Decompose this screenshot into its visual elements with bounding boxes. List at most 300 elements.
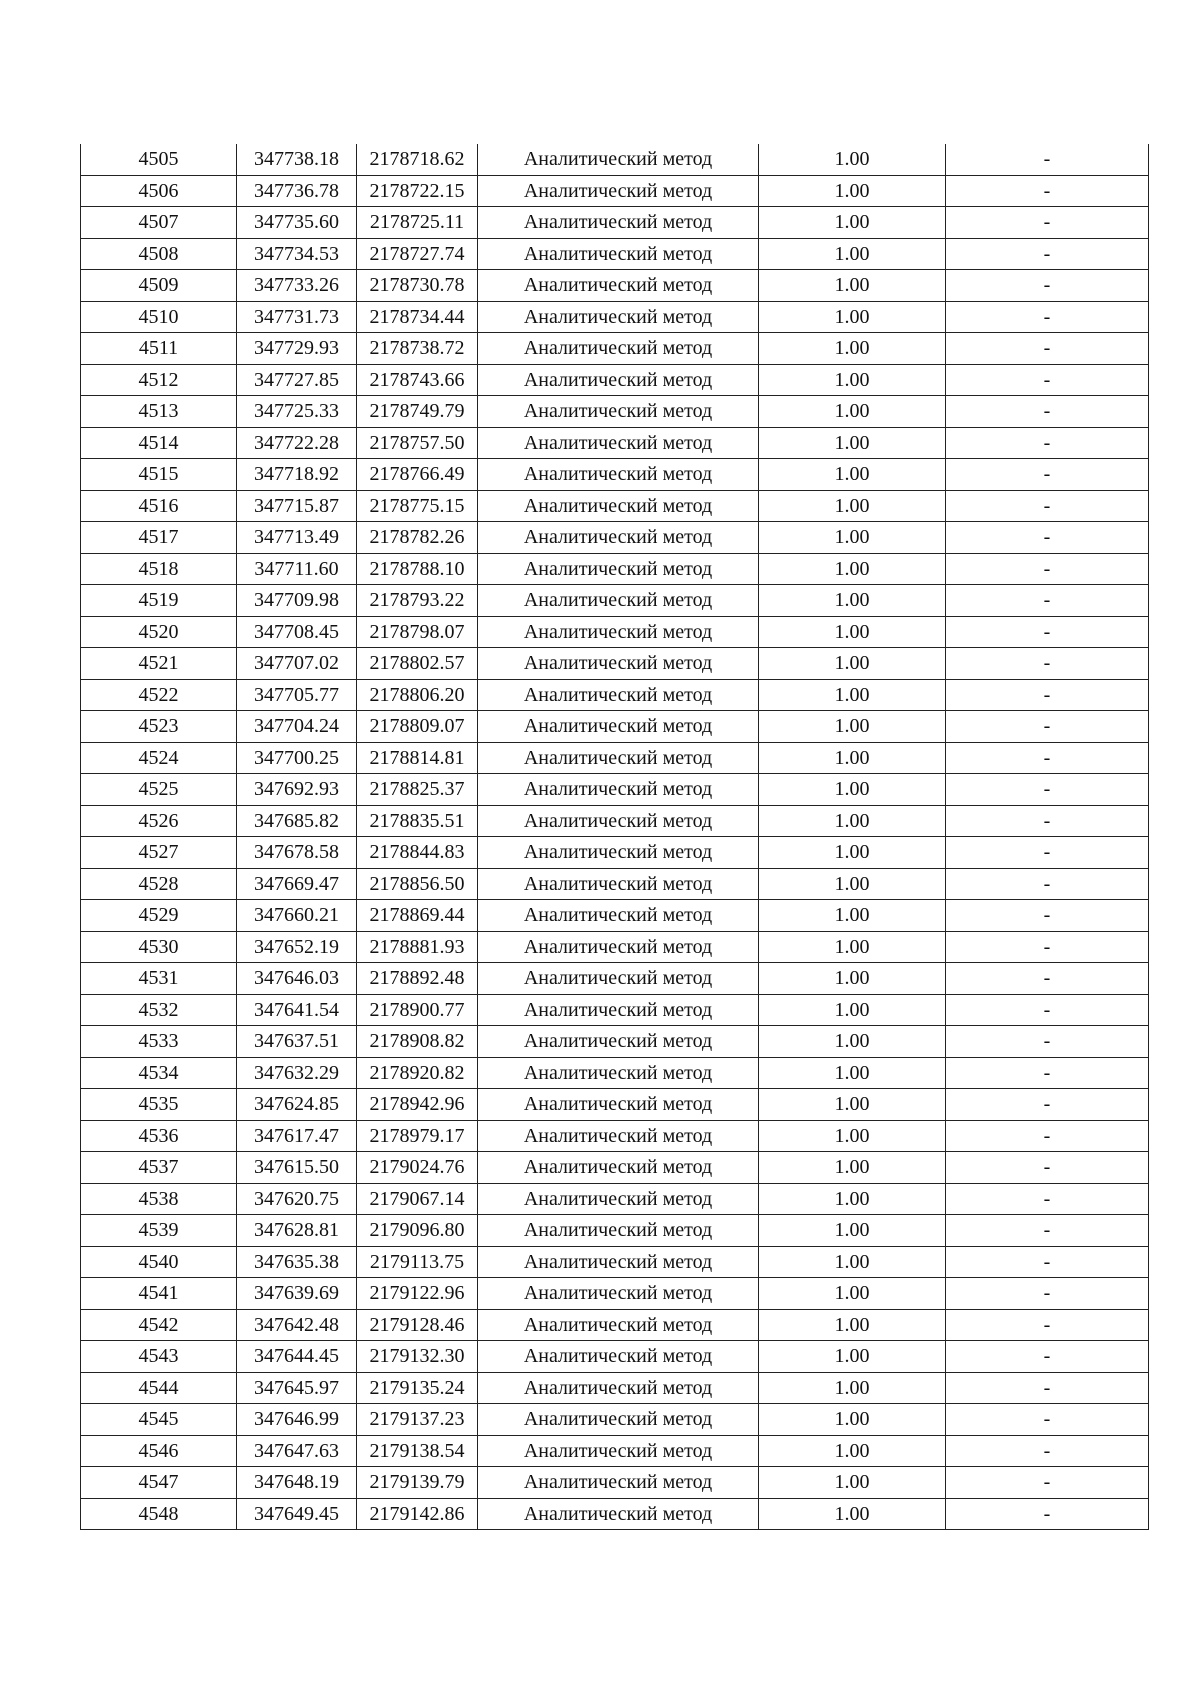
note-cell: - <box>946 1057 1149 1089</box>
note-cell: - <box>946 1309 1149 1341</box>
point-number-cell: 4536 <box>81 1120 237 1152</box>
point-number-cell: 4516 <box>81 490 237 522</box>
accuracy-cell: 1.00 <box>759 648 946 680</box>
point-number-cell: 4505 <box>81 144 237 175</box>
point-number-cell: 4543 <box>81 1341 237 1373</box>
point-number-cell: 4534 <box>81 1057 237 1089</box>
note-cell: - <box>946 868 1149 900</box>
y-coordinate-cell: 2178782.26 <box>357 522 478 554</box>
x-coordinate-cell: 347713.49 <box>237 522 357 554</box>
point-number-cell: 4548 <box>81 1498 237 1530</box>
x-coordinate-cell: 347700.25 <box>237 742 357 774</box>
point-number-cell: 4531 <box>81 963 237 995</box>
coordinates-table <box>80 144 1149 1530</box>
accuracy-cell: 1.00 <box>759 1467 946 1499</box>
note-cell: - <box>946 270 1149 302</box>
method-cell: Аналитический метод <box>478 805 759 837</box>
table-row <box>81 805 1149 837</box>
method-cell: Аналитический метод <box>478 1372 759 1404</box>
x-coordinate-cell: 347649.45 <box>237 1498 357 1530</box>
method-cell: Аналитический метод <box>478 679 759 711</box>
note-cell: - <box>946 1372 1149 1404</box>
table-row <box>81 616 1149 648</box>
x-coordinate-cell: 347632.29 <box>237 1057 357 1089</box>
x-coordinate-cell: 347646.99 <box>237 1404 357 1436</box>
note-cell: - <box>946 207 1149 239</box>
note-cell: - <box>946 553 1149 585</box>
point-number-cell: 4509 <box>81 270 237 302</box>
table-row <box>81 679 1149 711</box>
table-row <box>81 1467 1149 1499</box>
y-coordinate-cell: 2178900.77 <box>357 994 478 1026</box>
table-row <box>81 1152 1149 1184</box>
table-row <box>81 931 1149 963</box>
table-row <box>81 144 1149 175</box>
note-cell: - <box>946 1026 1149 1058</box>
table-row <box>81 1404 1149 1436</box>
method-cell: Аналитический метод <box>478 459 759 491</box>
accuracy-cell: 1.00 <box>759 1026 946 1058</box>
y-coordinate-cell: 2178775.15 <box>357 490 478 522</box>
point-number-cell: 4521 <box>81 648 237 680</box>
y-coordinate-cell: 2178814.81 <box>357 742 478 774</box>
x-coordinate-cell: 347669.47 <box>237 868 357 900</box>
x-coordinate-cell: 347705.77 <box>237 679 357 711</box>
accuracy-cell: 1.00 <box>759 553 946 585</box>
x-coordinate-cell: 347738.18 <box>237 144 357 175</box>
table-row <box>81 1498 1149 1530</box>
y-coordinate-cell: 2179132.30 <box>357 1341 478 1373</box>
method-cell: Аналитический метод <box>478 963 759 995</box>
table-row <box>81 648 1149 680</box>
point-number-cell: 4511 <box>81 333 237 365</box>
y-coordinate-cell: 2178920.82 <box>357 1057 478 1089</box>
y-coordinate-cell: 2178809.07 <box>357 711 478 743</box>
method-cell: Аналитический метод <box>478 742 759 774</box>
table-row <box>81 238 1149 270</box>
table-row <box>81 522 1149 554</box>
x-coordinate-cell: 347736.78 <box>237 175 357 207</box>
method-cell: Аналитический метод <box>478 522 759 554</box>
x-coordinate-cell: 347639.69 <box>237 1278 357 1310</box>
x-coordinate-cell: 347617.47 <box>237 1120 357 1152</box>
x-coordinate-cell: 347641.54 <box>237 994 357 1026</box>
point-number-cell: 4529 <box>81 900 237 932</box>
y-coordinate-cell: 2178743.66 <box>357 364 478 396</box>
point-number-cell: 4547 <box>81 1467 237 1499</box>
y-coordinate-cell: 2178825.37 <box>357 774 478 806</box>
x-coordinate-cell: 347731.73 <box>237 301 357 333</box>
x-coordinate-cell: 347637.51 <box>237 1026 357 1058</box>
table-row <box>81 1215 1149 1247</box>
accuracy-cell: 1.00 <box>759 742 946 774</box>
y-coordinate-cell: 2178734.44 <box>357 301 478 333</box>
x-coordinate-cell: 347644.45 <box>237 1341 357 1373</box>
x-coordinate-cell: 347647.63 <box>237 1435 357 1467</box>
point-number-cell: 4517 <box>81 522 237 554</box>
accuracy-cell: 1.00 <box>759 1309 946 1341</box>
x-coordinate-cell: 347645.97 <box>237 1372 357 1404</box>
y-coordinate-cell: 2178835.51 <box>357 805 478 837</box>
y-coordinate-cell: 2178727.74 <box>357 238 478 270</box>
note-cell: - <box>946 1152 1149 1184</box>
table-row <box>81 1309 1149 1341</box>
y-coordinate-cell: 2179135.24 <box>357 1372 478 1404</box>
point-number-cell: 4510 <box>81 301 237 333</box>
point-number-cell: 4526 <box>81 805 237 837</box>
accuracy-cell: 1.00 <box>759 144 946 175</box>
y-coordinate-cell: 2179139.79 <box>357 1467 478 1499</box>
accuracy-cell: 1.00 <box>759 931 946 963</box>
x-coordinate-cell: 347727.85 <box>237 364 357 396</box>
y-coordinate-cell: 2178908.82 <box>357 1026 478 1058</box>
method-cell: Аналитический метод <box>478 333 759 365</box>
note-cell: - <box>946 144 1149 175</box>
table-row <box>81 1246 1149 1278</box>
table-row <box>81 459 1149 491</box>
note-cell: - <box>946 774 1149 806</box>
y-coordinate-cell: 2178788.10 <box>357 553 478 585</box>
y-coordinate-cell: 2179096.80 <box>357 1215 478 1247</box>
point-number-cell: 4532 <box>81 994 237 1026</box>
point-number-cell: 4523 <box>81 711 237 743</box>
point-number-cell: 4541 <box>81 1278 237 1310</box>
method-cell: Аналитический метод <box>478 1026 759 1058</box>
method-cell: Аналитический метод <box>478 1183 759 1215</box>
y-coordinate-cell: 2178869.44 <box>357 900 478 932</box>
x-coordinate-cell: 347628.81 <box>237 1215 357 1247</box>
method-cell: Аналитический метод <box>478 1278 759 1310</box>
y-coordinate-cell: 2178856.50 <box>357 868 478 900</box>
accuracy-cell: 1.00 <box>759 522 946 554</box>
y-coordinate-cell: 2179122.96 <box>357 1278 478 1310</box>
method-cell: Аналитический метод <box>478 301 759 333</box>
accuracy-cell: 1.00 <box>759 1183 946 1215</box>
accuracy-cell: 1.00 <box>759 333 946 365</box>
note-cell: - <box>946 994 1149 1026</box>
accuracy-cell: 1.00 <box>759 490 946 522</box>
point-number-cell: 4530 <box>81 931 237 963</box>
table-row <box>81 427 1149 459</box>
accuracy-cell: 1.00 <box>759 994 946 1026</box>
accuracy-cell: 1.00 <box>759 711 946 743</box>
accuracy-cell: 1.00 <box>759 364 946 396</box>
x-coordinate-cell: 347635.38 <box>237 1246 357 1278</box>
y-coordinate-cell: 2178979.17 <box>357 1120 478 1152</box>
x-coordinate-cell: 347735.60 <box>237 207 357 239</box>
table-row <box>81 1026 1149 1058</box>
method-cell: Аналитический метод <box>478 144 759 175</box>
y-coordinate-cell: 2178766.49 <box>357 459 478 491</box>
point-number-cell: 4515 <box>81 459 237 491</box>
note-cell: - <box>946 238 1149 270</box>
method-cell: Аналитический метод <box>478 900 759 932</box>
y-coordinate-cell: 2178942.96 <box>357 1089 478 1121</box>
x-coordinate-cell: 347711.60 <box>237 553 357 585</box>
method-cell: Аналитический метод <box>478 1309 759 1341</box>
method-cell: Аналитический метод <box>478 585 759 617</box>
method-cell: Аналитический метод <box>478 648 759 680</box>
table-row <box>81 900 1149 932</box>
note-cell: - <box>946 301 1149 333</box>
accuracy-cell: 1.00 <box>759 1498 946 1530</box>
method-cell: Аналитический метод <box>478 774 759 806</box>
table-row <box>81 742 1149 774</box>
coordinates-table-body <box>81 144 1149 1530</box>
x-coordinate-cell: 347715.87 <box>237 490 357 522</box>
table-row <box>81 333 1149 365</box>
accuracy-cell: 1.00 <box>759 1341 946 1373</box>
accuracy-cell: 1.00 <box>759 238 946 270</box>
accuracy-cell: 1.00 <box>759 837 946 869</box>
x-coordinate-cell: 347685.82 <box>237 805 357 837</box>
note-cell: - <box>946 522 1149 554</box>
point-number-cell: 4524 <box>81 742 237 774</box>
note-cell: - <box>946 585 1149 617</box>
note-cell: - <box>946 1089 1149 1121</box>
note-cell: - <box>946 175 1149 207</box>
method-cell: Аналитический метод <box>478 175 759 207</box>
note-cell: - <box>946 1341 1149 1373</box>
accuracy-cell: 1.00 <box>759 301 946 333</box>
y-coordinate-cell: 2178725.11 <box>357 207 478 239</box>
x-coordinate-cell: 347660.21 <box>237 900 357 932</box>
accuracy-cell: 1.00 <box>759 1372 946 1404</box>
point-number-cell: 4545 <box>81 1404 237 1436</box>
table-row <box>81 1435 1149 1467</box>
y-coordinate-cell: 2178718.62 <box>357 144 478 175</box>
method-cell: Аналитический метод <box>478 1120 759 1152</box>
point-number-cell: 4508 <box>81 238 237 270</box>
method-cell: Аналитический метод <box>478 1089 759 1121</box>
table-row <box>81 207 1149 239</box>
table-row <box>81 963 1149 995</box>
accuracy-cell: 1.00 <box>759 427 946 459</box>
note-cell: - <box>946 931 1149 963</box>
accuracy-cell: 1.00 <box>759 207 946 239</box>
x-coordinate-cell: 347648.19 <box>237 1467 357 1499</box>
method-cell: Аналитический метод <box>478 1215 759 1247</box>
y-coordinate-cell: 2178757.50 <box>357 427 478 459</box>
table-row <box>81 396 1149 428</box>
point-number-cell: 4538 <box>81 1183 237 1215</box>
method-cell: Аналитический метод <box>478 1498 759 1530</box>
x-coordinate-cell: 347615.50 <box>237 1152 357 1184</box>
y-coordinate-cell: 2178749.79 <box>357 396 478 428</box>
accuracy-cell: 1.00 <box>759 679 946 711</box>
note-cell: - <box>946 396 1149 428</box>
note-cell: - <box>946 837 1149 869</box>
accuracy-cell: 1.00 <box>759 963 946 995</box>
accuracy-cell: 1.00 <box>759 1120 946 1152</box>
note-cell: - <box>946 490 1149 522</box>
x-coordinate-cell: 347722.28 <box>237 427 357 459</box>
x-coordinate-cell: 347620.75 <box>237 1183 357 1215</box>
note-cell: - <box>946 648 1149 680</box>
y-coordinate-cell: 2178806.20 <box>357 679 478 711</box>
method-cell: Аналитический метод <box>478 1057 759 1089</box>
method-cell: Аналитический метод <box>478 490 759 522</box>
note-cell: - <box>946 1278 1149 1310</box>
y-coordinate-cell: 2179137.23 <box>357 1404 478 1436</box>
x-coordinate-cell: 347709.98 <box>237 585 357 617</box>
point-number-cell: 4544 <box>81 1372 237 1404</box>
point-number-cell: 4533 <box>81 1026 237 1058</box>
method-cell: Аналитический метод <box>478 364 759 396</box>
x-coordinate-cell: 347708.45 <box>237 616 357 648</box>
accuracy-cell: 1.00 <box>759 1246 946 1278</box>
accuracy-cell: 1.00 <box>759 396 946 428</box>
x-coordinate-cell: 347704.24 <box>237 711 357 743</box>
table-row <box>81 301 1149 333</box>
method-cell: Аналитический метод <box>478 1152 759 1184</box>
note-cell: - <box>946 333 1149 365</box>
table-row <box>81 585 1149 617</box>
table-row <box>81 774 1149 806</box>
point-number-cell: 4513 <box>81 396 237 428</box>
table-row <box>81 175 1149 207</box>
point-number-cell: 4546 <box>81 1435 237 1467</box>
point-number-cell: 4525 <box>81 774 237 806</box>
method-cell: Аналитический метод <box>478 868 759 900</box>
x-coordinate-cell: 347734.53 <box>237 238 357 270</box>
note-cell: - <box>946 1215 1149 1247</box>
point-number-cell: 4519 <box>81 585 237 617</box>
accuracy-cell: 1.00 <box>759 175 946 207</box>
method-cell: Аналитический метод <box>478 837 759 869</box>
note-cell: - <box>946 616 1149 648</box>
note-cell: - <box>946 1498 1149 1530</box>
point-number-cell: 4522 <box>81 679 237 711</box>
y-coordinate-cell: 2178738.72 <box>357 333 478 365</box>
point-number-cell: 4512 <box>81 364 237 396</box>
y-coordinate-cell: 2179128.46 <box>357 1309 478 1341</box>
point-number-cell: 4518 <box>81 553 237 585</box>
y-coordinate-cell: 2179024.76 <box>357 1152 478 1184</box>
method-cell: Аналитический метод <box>478 427 759 459</box>
y-coordinate-cell: 2178881.93 <box>357 931 478 963</box>
y-coordinate-cell: 2179113.75 <box>357 1246 478 1278</box>
x-coordinate-cell: 347624.85 <box>237 1089 357 1121</box>
table-row <box>81 994 1149 1026</box>
note-cell: - <box>946 900 1149 932</box>
point-number-cell: 4539 <box>81 1215 237 1247</box>
note-cell: - <box>946 1246 1149 1278</box>
accuracy-cell: 1.00 <box>759 805 946 837</box>
y-coordinate-cell: 2178844.83 <box>357 837 478 869</box>
y-coordinate-cell: 2178793.22 <box>357 585 478 617</box>
y-coordinate-cell: 2178892.48 <box>357 963 478 995</box>
table-row <box>81 270 1149 302</box>
table-row <box>81 1372 1149 1404</box>
method-cell: Аналитический метод <box>478 1341 759 1373</box>
point-number-cell: 4535 <box>81 1089 237 1121</box>
table-row <box>81 364 1149 396</box>
note-cell: - <box>946 679 1149 711</box>
accuracy-cell: 1.00 <box>759 900 946 932</box>
note-cell: - <box>946 1467 1149 1499</box>
x-coordinate-cell: 347692.93 <box>237 774 357 806</box>
note-cell: - <box>946 1404 1149 1436</box>
point-number-cell: 4506 <box>81 175 237 207</box>
method-cell: Аналитический метод <box>478 994 759 1026</box>
table-row <box>81 1089 1149 1121</box>
point-number-cell: 4527 <box>81 837 237 869</box>
table-row <box>81 1278 1149 1310</box>
x-coordinate-cell: 347729.93 <box>237 333 357 365</box>
point-number-cell: 4528 <box>81 868 237 900</box>
point-number-cell: 4540 <box>81 1246 237 1278</box>
note-cell: - <box>946 742 1149 774</box>
accuracy-cell: 1.00 <box>759 585 946 617</box>
table-row <box>81 711 1149 743</box>
accuracy-cell: 1.00 <box>759 270 946 302</box>
x-coordinate-cell: 347733.26 <box>237 270 357 302</box>
table-row <box>81 490 1149 522</box>
method-cell: Аналитический метод <box>478 931 759 963</box>
y-coordinate-cell: 2178722.15 <box>357 175 478 207</box>
method-cell: Аналитический метод <box>478 1435 759 1467</box>
point-number-cell: 4542 <box>81 1309 237 1341</box>
table-row <box>81 868 1149 900</box>
note-cell: - <box>946 459 1149 491</box>
note-cell: - <box>946 364 1149 396</box>
method-cell: Аналитический метод <box>478 396 759 428</box>
y-coordinate-cell: 2179138.54 <box>357 1435 478 1467</box>
note-cell: - <box>946 1435 1149 1467</box>
method-cell: Аналитический метод <box>478 1404 759 1436</box>
table-row <box>81 1341 1149 1373</box>
accuracy-cell: 1.00 <box>759 1435 946 1467</box>
accuracy-cell: 1.00 <box>759 868 946 900</box>
accuracy-cell: 1.00 <box>759 1057 946 1089</box>
method-cell: Аналитический метод <box>478 616 759 648</box>
method-cell: Аналитический метод <box>478 1467 759 1499</box>
x-coordinate-cell: 347642.48 <box>237 1309 357 1341</box>
method-cell: Аналитический метод <box>478 270 759 302</box>
x-coordinate-cell: 347646.03 <box>237 963 357 995</box>
note-cell: - <box>946 805 1149 837</box>
method-cell: Аналитический метод <box>478 711 759 743</box>
x-coordinate-cell: 347718.92 <box>237 459 357 491</box>
note-cell: - <box>946 427 1149 459</box>
accuracy-cell: 1.00 <box>759 459 946 491</box>
x-coordinate-cell: 347678.58 <box>237 837 357 869</box>
x-coordinate-cell: 347707.02 <box>237 648 357 680</box>
accuracy-cell: 1.00 <box>759 1404 946 1436</box>
table-row <box>81 1120 1149 1152</box>
note-cell: - <box>946 1120 1149 1152</box>
accuracy-cell: 1.00 <box>759 1089 946 1121</box>
note-cell: - <box>946 711 1149 743</box>
table-row <box>81 1183 1149 1215</box>
table-row <box>81 837 1149 869</box>
note-cell: - <box>946 1183 1149 1215</box>
note-cell: - <box>946 963 1149 995</box>
accuracy-cell: 1.00 <box>759 1152 946 1184</box>
y-coordinate-cell: 2178802.57 <box>357 648 478 680</box>
accuracy-cell: 1.00 <box>759 616 946 648</box>
point-number-cell: 4520 <box>81 616 237 648</box>
table-row <box>81 1057 1149 1089</box>
method-cell: Аналитический метод <box>478 553 759 585</box>
y-coordinate-cell: 2179142.86 <box>357 1498 478 1530</box>
table-row <box>81 553 1149 585</box>
y-coordinate-cell: 2178730.78 <box>357 270 478 302</box>
x-coordinate-cell: 347652.19 <box>237 931 357 963</box>
y-coordinate-cell: 2178798.07 <box>357 616 478 648</box>
x-coordinate-cell: 347725.33 <box>237 396 357 428</box>
